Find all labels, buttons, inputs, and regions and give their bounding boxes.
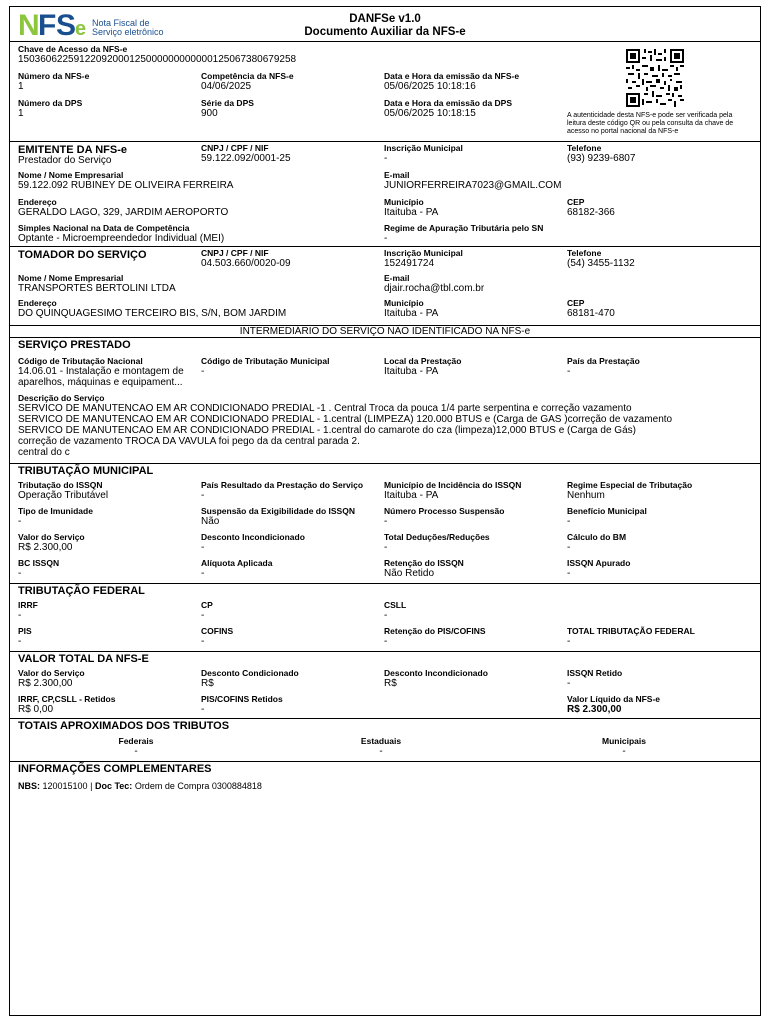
tomador-mun-label: Município [384, 298, 424, 308]
qr-code [626, 49, 684, 107]
pais-prestacao-value: - [567, 366, 571, 377]
field-value: - [384, 516, 388, 527]
nfse-logo [18, 9, 198, 45]
field-label: País Resultado da Prestação do Serviço [201, 480, 364, 490]
trib-municipal-section [10, 463, 760, 583]
field-value: - [567, 516, 571, 527]
serie-dps-value: 900 [201, 108, 218, 119]
field-label: COFINS [201, 626, 234, 636]
numero-dps-value: 1 [18, 108, 24, 119]
emissao-dps-value: 05/06/2025 10:18:15 [384, 108, 476, 119]
federais-label: Federais [118, 736, 154, 746]
field-value: R$ 0,00 [18, 704, 54, 715]
nbs-label: NBS: [18, 781, 40, 791]
danfse-document [9, 6, 761, 1016]
emitente-simples-value: Optante - Microempreendedor Individual (MEI) [18, 233, 225, 244]
field-value: - [384, 542, 388, 553]
field-value: - [567, 568, 571, 579]
field-label: Suspensão da Exigibilidade do ISSQN [201, 506, 355, 516]
descricao-line: correção de vazamento TROCA DA VAVULA foi pego da da central parada 2. [18, 436, 360, 447]
field-value: Nenhum [567, 490, 605, 501]
cod-nacional-line1: 14.06.01 - Instalação e montagem de [18, 366, 184, 377]
logo-text-line2: Serviço eletrônico [92, 27, 164, 37]
local-prestacao-label: Local da Prestação [384, 356, 462, 366]
estaduais-value: - [379, 746, 383, 757]
emitente-cnpj-value: 59.122.092/0001-25 [201, 153, 291, 164]
local-prestacao-value: Itaituba - PA [384, 366, 439, 377]
emitente-nome-label: Nome / Nome Empresarial [18, 170, 124, 180]
doc-tec-label: Doc Tec: [94, 781, 133, 791]
descricao-line: central do c [18, 447, 70, 458]
cod-nacional-line2: aparelhos, máquinas e equipament... [18, 377, 183, 388]
field-value: - [201, 610, 205, 621]
emitente-cep-label: CEP [567, 197, 585, 207]
tomador-cnpj-value: 04.503.660/0020-09 [201, 258, 291, 269]
emitente-title: EMITENTE DA NFS-e [18, 144, 127, 156]
identificacao-section [10, 41, 760, 149]
tomador-email-label: E-mail [384, 273, 410, 283]
field-label: Total Deduções/Reduções [384, 532, 490, 542]
valor-total-section [10, 651, 760, 718]
logo-letter-s: S [56, 9, 76, 42]
emitente-nome-value: 59.122.092 RUBINEY DE OLIVEIRA FERREIRA [18, 180, 234, 191]
logo-letter-f: F [38, 9, 56, 42]
emitente-cnpj-label: CNPJ / CPF / NIF [201, 143, 269, 153]
tomador-tel-label: Telefone [567, 248, 602, 258]
descricao-line: SERVICO DE MANUTENCAO EM AR CONDICIONADO PREDIAL - 1.central (LIMPEZA) 120.000 BTUS e (Carga de GAS )correção de vazamento [18, 414, 673, 425]
qr-authenticity-note: A autenticidade desta NFS-e pode ser verificada pela leitura deste código QR ou pela consulta da chave de acesso no portal nacional da NFS-e [567, 112, 734, 135]
field-value: R$ 2.300,00 [18, 542, 73, 553]
field-label: IRRF [18, 600, 38, 610]
municipais-value: - [622, 746, 626, 757]
tomador-cnpj-label: CNPJ / CPF / NIF [201, 248, 269, 258]
pais-prestacao-label: País da Prestação [567, 356, 640, 366]
field-value: - [384, 636, 388, 647]
field-value: - [18, 568, 22, 579]
field-label: Desconto Condicionado [201, 668, 299, 678]
field-value: Itaituba - PA [384, 490, 439, 501]
complementares-text [18, 781, 262, 791]
emitente-email-label: E-mail [384, 170, 410, 180]
field-label: Regime Especial de Tributação [567, 480, 693, 490]
emitente-im-label: Inscrição Municipal [384, 143, 463, 153]
field-value: - [201, 490, 205, 501]
field-label: Benefício Municipal [567, 506, 647, 516]
emitente-im-value: - [384, 153, 388, 164]
field-value: R$ 2.300,00 [18, 678, 73, 689]
tomador-end-label: Endereço [18, 298, 57, 308]
field-value: R$ [384, 678, 397, 689]
intermediario-text: INTERMEDIÁRIO DO SERVIÇO NÃO IDENTIFICADO NA NFS-e [239, 326, 531, 337]
field-label: Valor do Serviço [18, 668, 85, 678]
tomador-cep-label: CEP [567, 298, 585, 308]
emitente-cep-value: 68182-366 [567, 207, 615, 218]
field-value: R$ [201, 678, 214, 689]
emitente-email-value: JUNIORFERREIRA7023@GMAIL.COM [384, 180, 562, 191]
chave-value: 15036062259122092000125000000000000125067380679258 [18, 54, 297, 65]
logo-letter-n: N [18, 9, 39, 42]
competencia-value: 04/06/2025 [201, 81, 252, 92]
field-label: ISSQN Retido [567, 668, 623, 678]
emitente-subtitle: Prestador do Serviço [18, 155, 112, 166]
municipais-label: Municipais [602, 736, 646, 746]
field-label: IRRF, CP,CSLL - Retidos [18, 694, 116, 704]
field-value: - [18, 516, 22, 527]
emitente-simples-label: Simples Nacional na Data de Competência [18, 223, 190, 233]
cod-municipal-label: Código de Tributação Municipal [201, 356, 330, 366]
emitente-mun-label: Município [384, 197, 424, 207]
field-label: Retenção do ISSQN [384, 558, 464, 568]
descricao-label: Descrição do Serviço [18, 393, 105, 403]
field-label: Desconto Incondicionado [384, 668, 488, 678]
emitente-end-value: GERALDO LAGO, 329, JARDIM AEROPORTO [18, 207, 229, 218]
tomador-im-value: 152491724 [384, 258, 435, 269]
field-value: - [201, 542, 205, 553]
tomador-nome-value: TRANSPORTES BERTOLINI LTDA [18, 283, 176, 294]
intermediario-section [10, 325, 760, 337]
totais-title: TOTAIS APROXIMADOS DOS TRIBUTOS [18, 720, 230, 732]
complementares-section [10, 761, 760, 1015]
field-label: PIS/COFINS Retidos [201, 694, 283, 704]
field-label: Cálculo do BM [567, 532, 627, 542]
trib-municipal-title: TRIBUTAÇÃO MUNICIPAL [18, 465, 154, 477]
federais-value: - [134, 746, 138, 757]
descricao-line: SERVICO DE MANUTENCAO EM AR CONDICIONADO PREDIAL -1 . Central Troca da pouca 1/4 parte serpentina e correção vazamento [18, 403, 632, 414]
document-subtitle: Documento Auxiliar da NFS-e [304, 26, 466, 38]
field-label: Município de Incidência do ISSQN [384, 480, 522, 490]
field-label: Tributação do ISSQN [18, 480, 103, 490]
field-label: BC ISSQN [18, 558, 60, 568]
servico-section [10, 337, 760, 463]
field-value: - [201, 704, 205, 715]
descricao-line: SERVICO DE MANUTENCAO EM AR CONDICIONADO PREDIAL - 1.central do camarote do cza (limpeza)12,000 BTUS e (Carga de Gás) [18, 425, 636, 436]
tomador-nome-label: Nome / Nome Empresarial [18, 273, 124, 283]
tomador-cep-value: 68181-470 [567, 308, 615, 319]
emissao-nfse-label: Data e Hora da emissão da NFS-e [384, 71, 520, 81]
document-title: DANFSe v1.0 [349, 13, 421, 25]
field-value: - [567, 636, 571, 647]
trib-federal-title: TRIBUTAÇÃO FEDERAL [18, 585, 145, 597]
tomador-email-value: djair.rocha@tbl.com.br [384, 283, 485, 294]
doc-tec-value: Ordem de Compra 0300884818 [134, 781, 262, 791]
chave-label: Chave de Acesso da NFS-e [18, 44, 128, 54]
field-value: Operação Tributável [18, 490, 109, 501]
emissao-dps-label: Data e Hora da emissão da DPS [384, 98, 513, 108]
field-label: Alíquota Aplicada [201, 558, 273, 568]
field-label: Desconto Incondicionado [201, 532, 305, 542]
logo-letter-e: e [75, 18, 87, 40]
cod-nacional-label: Código de Tributação Nacional [18, 356, 143, 366]
numero-dps-label: Número da DPS [18, 98, 83, 108]
valor-total-title: VALOR TOTAL DA NFS-E [18, 653, 149, 665]
field-value: - [18, 610, 22, 621]
emitente-tel-label: Telefone [567, 143, 602, 153]
valor-liquido-label: Valor Líquido da NFS-e [567, 694, 661, 704]
field-value: - [567, 542, 571, 553]
tomador-section [10, 246, 760, 325]
field-label: CP [201, 600, 213, 610]
competencia-label: Competência da NFS-e [201, 71, 294, 81]
servico-title: SERVIÇO PRESTADO [18, 339, 131, 351]
field-value: - [201, 568, 205, 579]
estaduais-label: Estaduais [360, 736, 402, 746]
field-value: - [18, 636, 22, 647]
field-label: PIS [18, 626, 32, 636]
field-value: - [201, 636, 205, 647]
trib-federal-section [10, 583, 760, 651]
complementares-title: INFORMAÇÕES COMPLEMENTARES [18, 763, 212, 775]
emitente-mun-value: Itaituba - PA [384, 207, 439, 218]
field-value: Não Retido [384, 568, 435, 579]
nbs-value: 120015100 [42, 781, 88, 791]
field-value: Não [201, 516, 220, 527]
totais-section [10, 718, 760, 761]
logo-text-line1: Nota Fiscal de [92, 18, 150, 28]
field-value: - [384, 610, 388, 621]
serie-dps-label: Série da DPS [201, 98, 254, 108]
emitente-regime-label: Regime de Apuração Tributária pelo SN [384, 223, 544, 233]
field-label: Valor do Serviço [18, 532, 85, 542]
tomador-title: TOMADOR DO SERVIÇO [18, 249, 147, 261]
emitente-end-label: Endereço [18, 197, 57, 207]
tomador-mun-value: Itaituba - PA [384, 308, 439, 319]
field-label: Retenção do PIS/COFINS [384, 626, 486, 636]
numero-nfse-label: Número da NFS-e [18, 71, 90, 81]
tomador-im-label: Inscrição Municipal [384, 248, 463, 258]
field-label: Tipo de Imunidade [18, 506, 93, 516]
tomador-tel-value: (54) 3455-1132 [567, 258, 635, 269]
numero-nfse-value: 1 [18, 81, 24, 92]
field-value: - [567, 678, 571, 689]
field-label: TOTAL TRIBUTAÇÃO FEDERAL [567, 626, 695, 636]
field-label: CSLL [384, 600, 407, 610]
emitente-regime-value: - [384, 233, 388, 244]
valor-liquido-value: R$ 2.300,00 [567, 704, 622, 715]
cod-municipal-value: - [201, 366, 205, 377]
field-label: Número Processo Suspensão [384, 506, 505, 516]
emitente-section [10, 141, 760, 246]
emissao-nfse-value: 05/06/2025 10:18:16 [384, 81, 476, 92]
tomador-end-value: DO QUINQUAGESIMO TERCEIRO BIS, S/N, BOM JARDIM [18, 308, 287, 319]
separator: | [90, 781, 93, 791]
field-label: ISSQN Apurado [567, 558, 631, 568]
emitente-tel-value: (93) 9239-6807 [567, 153, 636, 164]
